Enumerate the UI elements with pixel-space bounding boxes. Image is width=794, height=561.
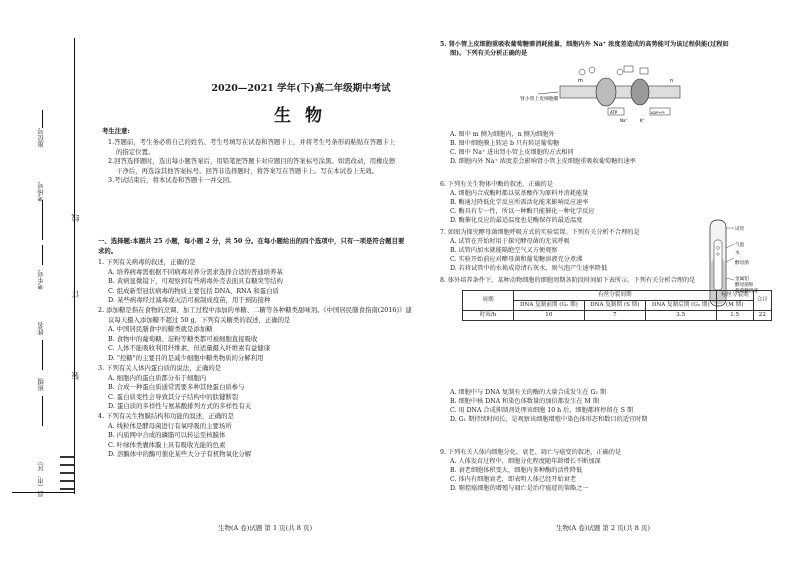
question-8-options [450, 388, 648, 424]
q8-option: B. 细胞中核 DNA 和染色体数量的加倍都发生在 M 期 [450, 398, 599, 405]
notice-line: 1.答题前，考生务必将自己的姓名、考生号填写在试卷和答题卡上，并将考生号条形码粘贴在答题卡上 [108, 138, 396, 146]
q5-option: B. 图中细胞膜上转运 b 只有转运葡萄糖 [450, 140, 560, 147]
q9-option: A. 人体发育过程中，细胞分化程度随年龄增长不断加深 [450, 458, 601, 465]
q7-option: C. 实验开始前应对酵母菌和葡萄糖溶液充分煮沸 [450, 256, 583, 263]
question-5-options [450, 130, 636, 166]
fig5-label: n [670, 78, 674, 84]
q9-option: B. 衰老细胞体积变大，细胞内多种酶的活性降低 [450, 467, 583, 474]
q1-option: C. 组成新型冠状病毒的物质主要包括 DNA、RNA 和蛋白质 [108, 286, 279, 295]
table-cell: 7 [584, 311, 645, 321]
q5-option: D. 细胞内外 Na⁺ 浓度差会影响肾小管上皮细胞重吸收葡萄糖的速率 [450, 158, 636, 165]
q1-option: D. 某些病毒经过减毒或灭活可被制成疫苗，用于预防接种 [108, 296, 271, 305]
table-header: 周期 [463, 291, 514, 311]
notice-line: 的指定位置。 [116, 147, 155, 156]
notice-heading: 考生注意: [102, 127, 130, 135]
q7-option: A. 试管在开始时用于探究酵母菌的无氧呼吸 [450, 238, 570, 245]
q9-option: D. 剔控癌细胞的增殖与凋亡是治疗癌症的策略之一 [450, 485, 589, 492]
fig5-label: ATP [610, 110, 618, 115]
fig7-label: 酵母菌 [735, 261, 749, 266]
q8-option: A. 细胞中与 DNA 复制有关的酶的大量合成发生在 G₂ 期 [450, 389, 607, 396]
q8-option: D. G₁ 期持续时间长，是观察该细胞增殖中染色体形态和数目的适宜时期 [450, 416, 648, 423]
table-cell: 时间/h [463, 311, 514, 321]
subject-title: 生物 [274, 106, 336, 126]
seat-label: 座位号 [37, 128, 45, 148]
notice-line: 干净后，再选涂其他答案标号。回答非选择题时，将答案写在答题卡上。写在本试卷上无效。 [116, 166, 379, 175]
notice-line: 2.回答选择题时，选出每小题答案后，用铅笔把答题卡对应题目的答案标号涂黑。如需改动，用橡皮擦 [108, 157, 396, 166]
strip-char-ding: 订 [71, 290, 80, 298]
strip-char-xian: 线 [71, 214, 80, 222]
q2-option: A. 中国居民膳食中的糖类就是添加糖 [108, 325, 213, 334]
q4-option: C. 叶绿体类囊体膜上具有吸收光能的色素 [108, 440, 226, 449]
name-label: 姓名 [37, 322, 45, 335]
candidate-no-label: 考生号 [37, 270, 45, 290]
q4-option: B. 内质网中合成的磷脂可以转运至核膜体 [108, 431, 226, 440]
question-3: 3. 下列有关人体内蛋白质的说法，正确的是 A. 细胞内的蛋白质都分布于细胞内 B. 合成一种蛋白质通常需要多种其他蛋白质参与 C. 蛋白质变性会导致其分子结构中的肽键断裂 D. 蛋白质的多样性与氨基酸排列方式的多样性有关 [98, 364, 252, 411]
table-header: 合计 [753, 291, 771, 311]
q3-option: D. 蛋白质的多样性与氨基酸排列方式的多样性有关 [108, 402, 252, 411]
binding-strip [0, 0, 96, 561]
q4-option: D. 溶酶体中的酶可催化某些大分子有机物氧化分解 [108, 450, 252, 459]
notice-list [108, 138, 395, 186]
q3-option: A. 细胞内的蛋白质都分布于细胞内 [108, 373, 207, 382]
section-heading: 一、选择题:本题共 25 小题，每小题 2 分，共 50 分。在每小题给出的四个选项中，只有一项是符合题目要 求的。 [98, 237, 405, 255]
fig5-label: Na⁺ [620, 118, 628, 123]
question-4: 4. 下列有关生物膜结构和功能的叙述，正确的是 A. 线粒体是酵母菌进行有氧呼吸的主要场所 B. 内质网中合成的磷脂可以转运至核膜体 C. 叶绿体类囊体膜上具有吸收光能的色素 D. 溶酶体中的酶可催化某些大分子有机物氧化分解 [98, 412, 252, 459]
page-footer-left: 生物(A 卷)试题 第 1 页(共 8 页) [218, 524, 313, 532]
q7-option: B. 试管内加水就能隔绝空气又方便观察 [450, 247, 558, 254]
q2-option: C. 人体不能吸收利用纤维素，但适量摄入纤维素有益健康 [108, 344, 271, 353]
q6-option: C. 酶具有专一性，所以一种酶只能催化一种化学反应 [450, 208, 595, 215]
q8-option: C. 用 DNA 合成抑制剂处理该细胞 10 h 后，细胞都将停留在 S 期 [450, 407, 634, 414]
q9-option: C. 体内有细胞衰老，即表明人体已经开始衰老 [450, 476, 577, 483]
q4-option: A. 线粒体是酵母菌进行有氧呼吸的主要场所 [108, 421, 232, 430]
table-cell: 10 [514, 311, 585, 321]
q2-option: D. "控糖"的主要目的是减少细胞中糖类物质的分解利用 [108, 353, 264, 362]
q5-option: A. 图中 m 侧为细胞内，n 侧为细胞外 [450, 131, 555, 138]
kidney-transport-figure [520, 64, 690, 124]
q1-option: A. 培养病毒需根据不同病毒对养分需求选择合适的普通培养基 [108, 267, 283, 276]
fig7-label: 气泡 [735, 243, 745, 248]
strip-border-line [74, 38, 75, 494]
fig7-label: 酵母菌和 [735, 283, 754, 288]
fig5-caption: 肾小管上皮细胞膜 [520, 97, 559, 102]
fig7-label: 金属铝 [735, 277, 749, 282]
q5-option: C. 图中 Na⁺ 进出肾小管上皮细胞的方式相同 [450, 149, 574, 156]
question-1: 1. 下列有关病毒的叙述，正确的是 A. 培养病毒需根据不同病毒对养分需求选择合适的普通培养基 B. 黄病显微镜下，可观察到有些病毒外壳表面具有糖突等结构 C. 组成新型冠状病毒的物质主要包括 DNA、RNA 和蛋白质 D. 某些病毒经过减毒或灭活可被制成疫苗，用于预防接种 [98, 258, 283, 305]
fig7-label: 葡萄糖溶液 [735, 289, 758, 294]
question-7: 7. 如图为探究酵母菌细胞呼吸方式的实验装置。下列有关分析不合理的是 A. 试管在开始时用于探究酵母菌的无氧呼吸 B. 试管内加水就能隔绝空气又方便观察 C. 实验开始前应对酵母菌和葡萄糖溶液充分煮沸 D. 若将试管中的水换成澄清石灰水，则气泡产生速率降低 [440, 229, 640, 272]
table-header: (M 期) [716, 301, 753, 311]
question-6: 6. 下列有关生物体中酶的叙述，正确的是 A. 细胞内合成酶时都以氨基酸作为原料并消耗能量 B. 酶通过降低化学反应所需活化能来影响反应速率 C. 酶具有专一性，所以一种酶只能催化一种化学反应 D. 酶催化反应的最适温度也是酶保存的最适温度 [440, 181, 595, 224]
q2-option: B. 食物中的葡萄糖、淀粉等糖类都可被细胞直接吸收 [108, 334, 258, 343]
fig7-label: 试管 [735, 227, 745, 232]
exam-title: 2020—2021 学年(下)高二年级期中考试 [211, 83, 391, 94]
q6-option: A. 细胞内合成酶时都以氨基酸作为原料并消耗能量 [450, 190, 589, 197]
county-label: 县（市、区） [37, 458, 45, 497]
question-9: 9. 下列有关人体内细胞分化、衰老、凋亡与癌变的叙述，正确的是 A. 人体发育过程中，细胞分化程度随年龄增长不断加深 B. 衰老细胞体积变大，细胞内多种酶的活性降低 C. 体内有细胞衰老，即表明人体已经开始衰老 D. 剔控癌细胞的增殖与凋亡是治疗癌症的策略之一 [440, 449, 622, 492]
table-header: DNA 复制后期 (G₂ 期) [645, 301, 716, 311]
q7-option: D. 若将试管中的水换成澄清石灰水，则气泡产生速率降低 [450, 265, 608, 272]
exam-room-label: 考场号 [37, 182, 45, 202]
notice-line: 3.考试结束后，将本试卷和答题卡一并交回。 [108, 176, 236, 185]
q1-option: B. 黄病显微镜下，可观察到有些病毒外壳表面具有糖突等结构 [108, 277, 283, 286]
table-header: 有丝分裂间期 [514, 291, 717, 301]
table-header: DNA 复制期 (S 期) [584, 301, 645, 311]
table-cell: 3.5 [645, 311, 716, 321]
cell-cycle-table [462, 290, 772, 321]
q6-option: D. 酶催化反应的最适温度也是酶保存的最适温度 [450, 217, 583, 224]
q3-option: C. 蛋白质变性会导致其分子结构中的肽键断裂 [108, 392, 239, 401]
fig5-label: m [578, 78, 583, 84]
table-cell: 22 [753, 311, 771, 321]
strip-char-zhuang: 装 [71, 372, 80, 380]
table-header: 有丝分裂期 [716, 291, 753, 301]
fig7-label: 水 [735, 251, 740, 256]
table-row [463, 311, 772, 321]
class-label: 班级 [37, 378, 45, 391]
fig5-label: ADP+Pi [651, 111, 665, 115]
question-8-stem: 8. 体外培养条件下，某种动物细胞的细胞周期各阶段时间如下表所示。下列有关分析合理的是 [440, 277, 696, 284]
question-2: 2. 添加糖是指在食物的烹调、加工过程中添加的单糖、二糖等各种糖类甜味剂。《中国居民膳食指南(2016)》建 议每天摄入添加糖不超过 50 g，下列有关糖类的叙述，正确的是 A. 中国居民膳食中的糖类就是添加糖 B. 食物中的葡萄糖、淀粉等糖类都可被细胞直接吸收 C. 人体不能吸收利用纤维素，但适量摄入纤维素有益健康 D. "控糖"的主要目的是减少细胞中糖类物质的分解利用 [98, 306, 412, 362]
q6-option: B. 酶通过降低化学反应所需活化能来影响反应速率 [450, 199, 589, 206]
table-header: DNA 复制前期 (G₁ 期) [514, 301, 585, 311]
table-cell: 1.5 [716, 311, 753, 321]
fig5-label: K⁺ [640, 118, 645, 123]
question-5-stem: 5. 肾小管上皮细胞重吸收葡萄糖需消耗能量，细胞内外 Na⁺ 浓度差造成的高势能可为该过程供能(过程如 图)。下列有关分析正确的是 [440, 41, 729, 57]
q3-option: B. 合成一种蛋白质通常需要多种其他蛋白质参与 [108, 383, 245, 392]
page-footer-right: 生物(A 卷)试题 第 2 页(共 8 页) [556, 524, 651, 532]
